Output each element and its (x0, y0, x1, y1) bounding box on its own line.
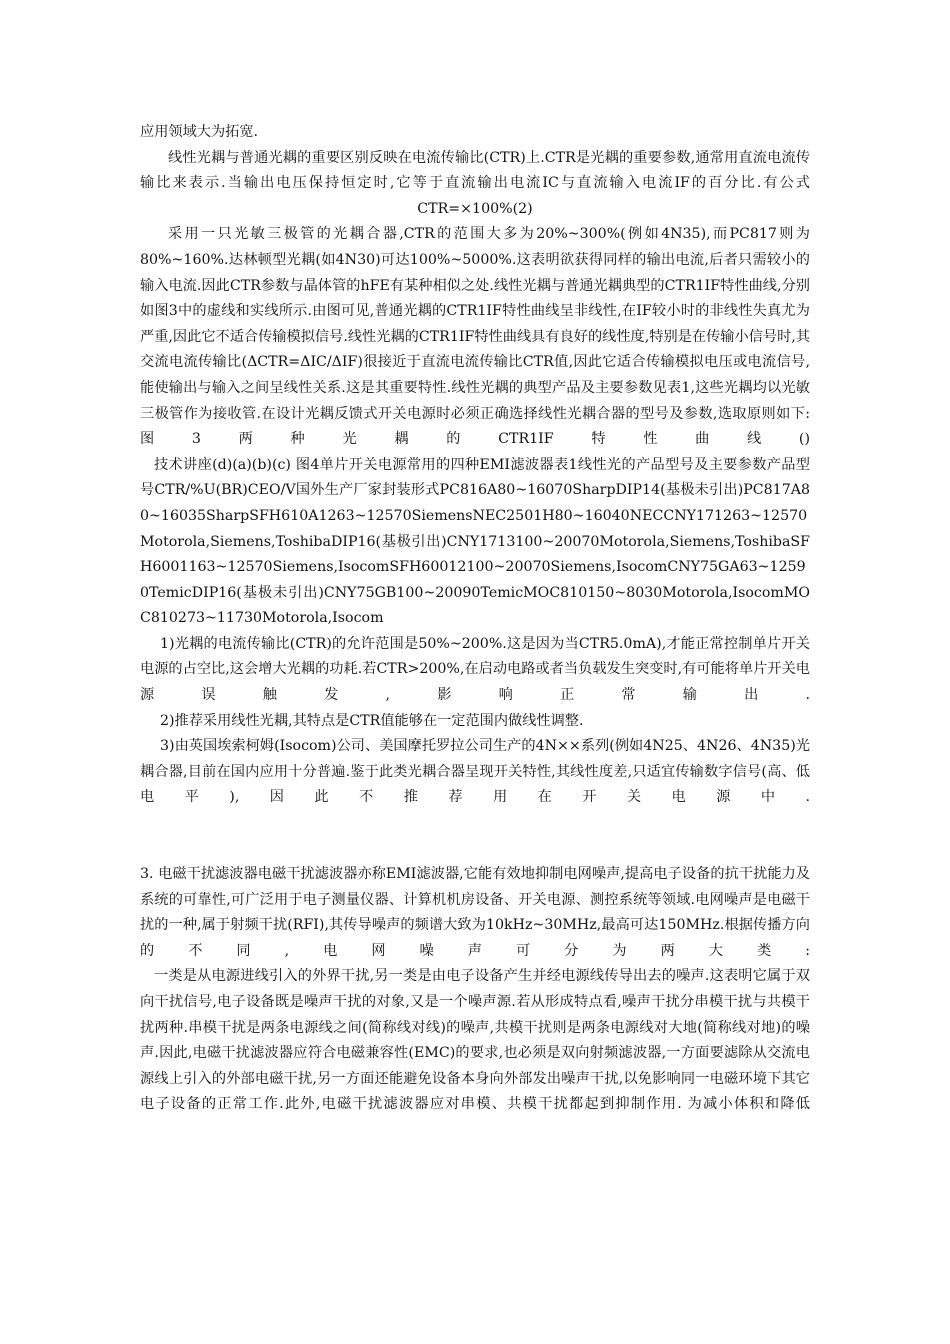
document-body (140, 120, 810, 1118)
paragraph-1: 应用领域大为拓宽. (140, 124, 259, 140)
paragraph-rule-2: 2)推荐采用线性光耦,其特点是CTR值能够在一定范围内做线性调整. (160, 712, 584, 729)
paragraph-ctr-range: 采用一只光敏三极管的光耦合器,CTR的范围大多为20%~300%(例如4N35),而PC817则为80%~160%.达林顿型光耦(如4N30)可达100%~5000%.这表明欲获得同样的输出电流,后者只需较小的输入电流.因此CTR参数与晶体管的hFE有某种相似之处.线性光耦与普通光耦典型的CTR1IF特性曲线,分别如图3中的虚线和实线所示.由图可见,普通光耦的CTR1IF特性曲线呈非线性,在IF较小时的非线性失真尤为严重,因此它不适合传输模拟信号.线性光耦的CTR1IF特性曲线具有良好的线性度,特别是在传输小信号时,其交流电流传输比(ΔCTR=ΔIC/ΔIF)很接近于直流电流传输比CTR值,因此它适合传输模拟电压或电流信号,能使输出与输入之间呈线性关系.这是其重要特性.线性光耦的典型产品及主要参数见表1,这些光耦均以光敏三极管作为接收管.在设计光耦反馈式开关电源时必须正确选择线性光耦合器的型号及参数,选取原则如下: 图3两种光耦的CTR1IF特性曲线() (140, 226, 810, 448)
paragraph-rule-3: 3)由英国埃索柯姆(Isocom)公司、美国摩托罗拉公司生产的4N××系列(例如4N25、4N26、4N35)光耦合器,目前在国内应用十分普遍.鉴于此类光耦合器呈现开关特性,其线性度差,只适宜传输数字信号(高、低电平),因此不推荐用在开关电源中. (140, 738, 810, 806)
paragraph-emi-filter: 3. 电磁干扰滤波器电磁干扰滤波器亦称EMI滤波器,它能有效地抑制电网噪声,提高电子设备的抗干扰能力及系统的可靠性,可广泛用于电子测量仪器、计算机机房设备、开关电源、测控系统等领域.电网噪声是电磁干扰的一种,属于射频干扰(RFI),其传导噪声的频谱大致为10kHz~30MHz,最高可达150MHz.根据传播方向的不同,电网噪声可分为两大类: (140, 866, 810, 959)
paragraph-ctr-intro: 线性光耦与普通光耦的重要区别反映在电流传输比(CTR)上.CTR是光耦的重要参数,通常用直流电流传输比来表示.当输出电压保持恒定时,它等于直流输出电流IC与直流输入电流IF的百分比.有公式 (140, 149, 810, 192)
paragraph-noise: 一类是从电源进线引入的外界干扰,另一类是由电子设备产生并经电源线传导出去的噪声.这表明它属于双向干扰信号,电子设备既是噪声干扰的对象,又是一个噪声源.若从形成特点看,噪声干扰分串模干扰与共模干扰两种.串模干扰是两条电源线之间(简称线对线)的噪声,共模干扰则是两条电源线对大地(简称线对地)的噪声.因此,电磁干扰滤波器应符合电磁兼容性(EMC)的要求,也必须是双向射频滤波器,一方面要滤除从交流电源线上引入的外部电磁干扰,另一方面还能避免设备本身向外部发出噪声干扰,以免影响同一电磁环境下其它电子设备的正常工作.此外,电磁干扰滤波器应对串模、共模干扰都起到抑制作用. 为减小体积和降低 (140, 968, 810, 1113)
section-gap (140, 811, 810, 862)
formula-ctr: CTR=×100%(2) (417, 200, 533, 217)
paragraph-table-1: 技术讲座(d)(a)(b)(c) 图4单片开关电源常用的四种EMI滤波器表1线性光的产品型号及主要参数产品型号CTR/%U(BR)CEO/V国外生产厂家封装形式PC816A80~16070SharpDIP14(基极未引出)PC817A80~16035SharpSFH610A1263~12570SiemensNEC2501H80~16040NECCNY171263~12570Motorola,Siemens,ToshibaDIP16(基极引出)CNY1713100~20070Motorola,Siemens,ToshibaSFH6001163~12570Siemens,IsocomSFH60012100~20070Siemens,IsocomCNY75GA63~12590TemicDIP16(基极未引出)CNY75GB100~20090TemicMOC810150~8030Motorola,IsocomMOC810273~11730Motorola,Isocom (140, 456, 810, 627)
paragraph-rule-1: 1)光耦的电流传输比(CTR)的允许范围是50%~200%.这是因为当CTR5.0mA),才能正常控制单片开关电源的占空比,这会增大光耦的功耗.若CTR>200%,在启动电路或者当负载发生突变时,有可能将单片开关电源误触发,影响正常输出. (140, 635, 810, 704)
